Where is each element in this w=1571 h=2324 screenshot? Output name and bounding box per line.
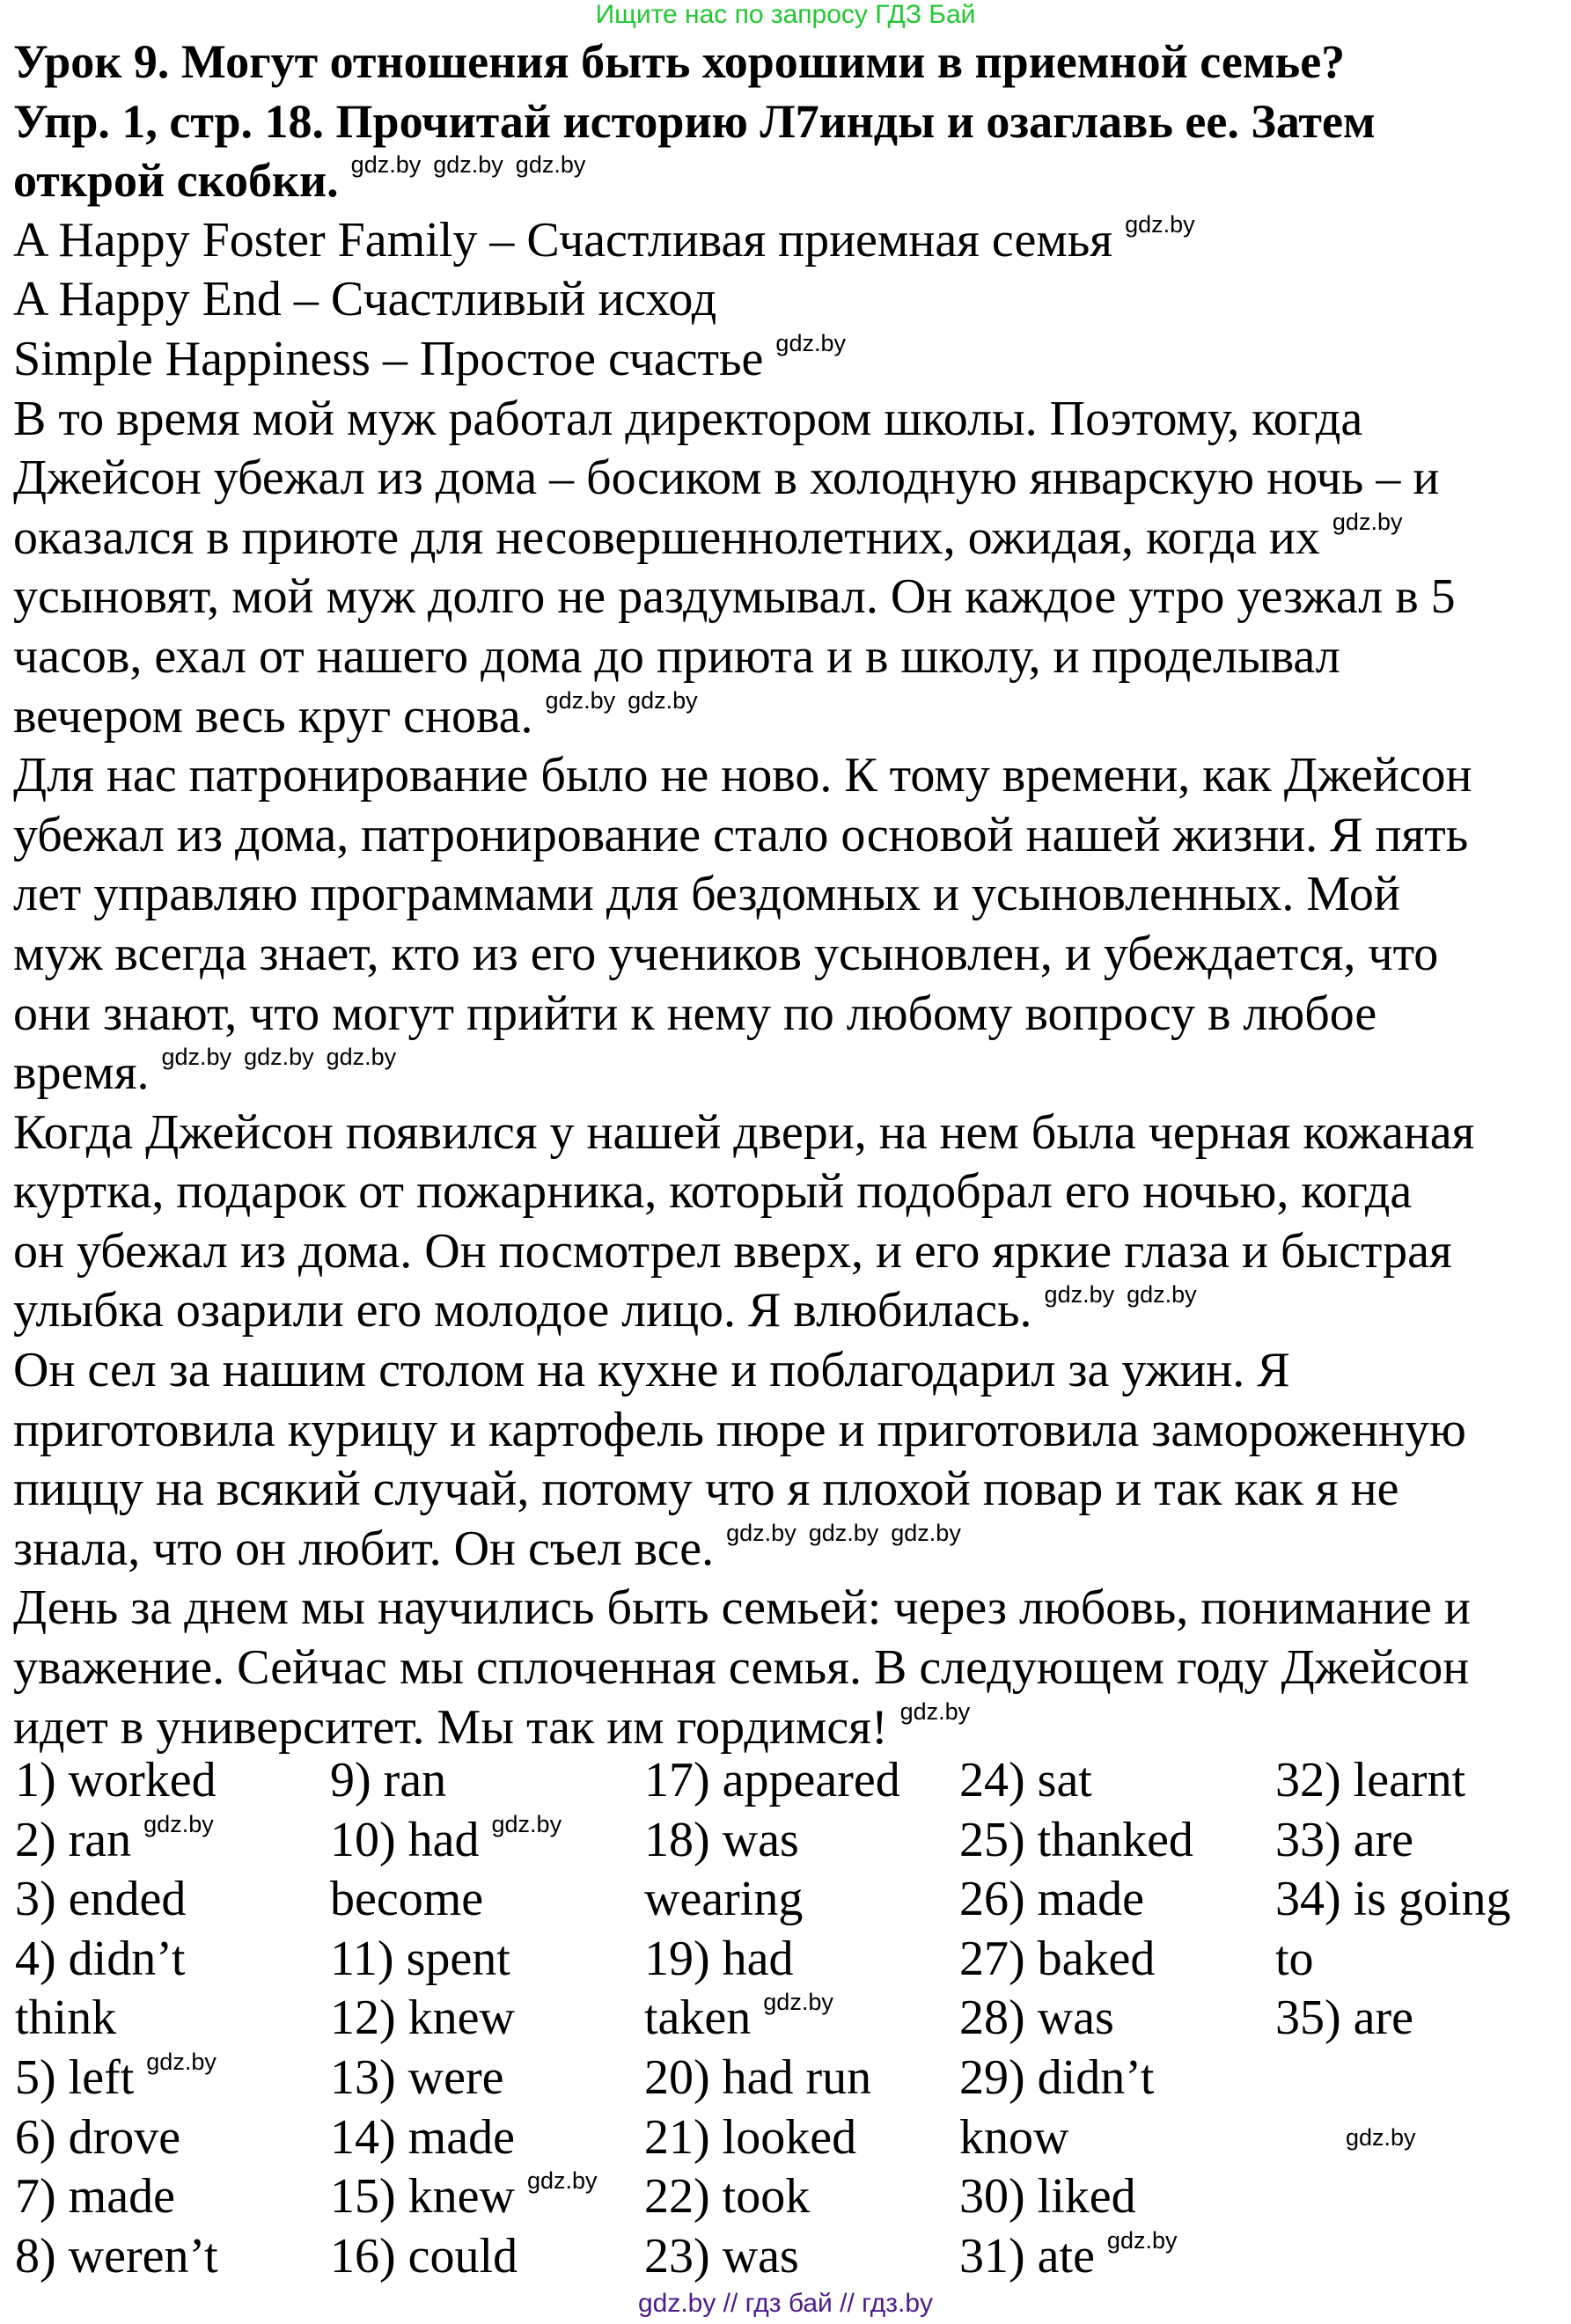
document-text	[13, 33, 1474, 1757]
text-line-content: пиццу на всякий случай, потому что я плохой повар и так как я не	[13, 1462, 1399, 1517]
answer-text: 26) made	[959, 1872, 1144, 1927]
answer-item	[330, 2049, 598, 2108]
answer-text: 17) appeared	[644, 1753, 900, 1807]
answer-item	[644, 2108, 900, 2168]
answer-text: 1) worked	[15, 1753, 217, 1807]
text-line	[13, 1222, 1474, 1282]
text-line	[13, 509, 1474, 568]
text-line-content: оказался в приюте для несовершеннолетних, ожидая, когда их	[13, 510, 1320, 565]
answer-item	[330, 1751, 598, 1811]
text-line	[13, 746, 1474, 806]
answer-text: 14) made	[330, 2109, 515, 2165]
search-hint-banner: Ищите нас по запросу ГДЗ Бай	[595, 0, 976, 29]
answer-text: 3) ended	[15, 1872, 187, 1927]
text-line-content: усыновят, мой муж долго не раздумывал. Он каждое утро уезжал в 5	[13, 569, 1456, 625]
answer-item	[15, 1751, 218, 1811]
answer-text: 8) weren’t	[15, 2228, 218, 2284]
gdz-watermark: gdz.by	[1044, 1281, 1115, 1309]
answer-text: 33) are	[1275, 1812, 1414, 1867]
answer-text: 19) had	[644, 1931, 794, 1986]
gdz-watermark: gdz.by	[515, 151, 586, 179]
story-text	[13, 211, 1474, 1757]
text-line-content: они знают, что могут прийти к нему по любому вопросу в любое	[13, 986, 1377, 1041]
answer-item	[1275, 1870, 1511, 1930]
text-line	[13, 1162, 1474, 1222]
text-line	[13, 1460, 1474, 1520]
answer-text: 23) was	[644, 2228, 799, 2284]
answers-column	[15, 1751, 218, 2286]
answer-item	[959, 1870, 1193, 1930]
text-line-content: улыбка озарили его молодое лицо. Я влюбилась.	[13, 1283, 1032, 1338]
text-line	[13, 687, 1474, 747]
answer-item	[959, 1930, 1193, 1990]
answer-text: 7) made	[15, 2169, 175, 2225]
text-line	[13, 1281, 1474, 1341]
text-line-content: В то время мой муж работал директором школы. Поэтому, когда	[13, 391, 1363, 446]
answer-text: 13) were	[330, 2049, 504, 2105]
exercise-title-cont	[13, 151, 1474, 211]
gdz-watermark: gdz.by	[628, 686, 698, 714]
text-line-content: куртка, подарок от пожарника, который подобрал его ночью, когда	[13, 1164, 1413, 1220]
answer-item	[644, 1930, 900, 1990]
text-line	[13, 270, 1474, 330]
text-line	[13, 1103, 1474, 1163]
answer-text: 9) ran	[330, 1753, 447, 1807]
answer-item	[15, 2167, 218, 2227]
gdz-watermark: gdz.by	[146, 2048, 217, 2075]
answer-item	[1275, 1751, 1511, 1811]
gdz-watermark: gdz.by	[161, 1044, 232, 1071]
lesson-title	[13, 33, 1474, 92]
answer-text: 24) sat	[959, 1753, 1092, 1807]
gdz-watermark: gdz.by	[326, 1044, 397, 1071]
answer-item	[330, 2167, 598, 2227]
answers-column	[644, 1751, 900, 2286]
gdz-watermark: gdz.by	[526, 2167, 598, 2195]
answer-item	[959, 2227, 1193, 2287]
text-line	[13, 1401, 1474, 1461]
answer-item	[15, 1870, 218, 1930]
answer-item	[1275, 1989, 1511, 2049]
text-line	[13, 925, 1474, 985]
answer-item	[644, 1811, 900, 1871]
answer-item	[644, 2227, 900, 2287]
text-line	[13, 211, 1474, 271]
answer-item	[15, 1989, 218, 2049]
text-line	[13, 865, 1474, 925]
answer-text: taken	[644, 1990, 752, 2046]
answer-text: 12) knew	[330, 1990, 515, 2046]
footer-watermark: gdz.by // гдз бай // гдз.by	[637, 2289, 934, 2318]
text-line	[13, 627, 1474, 687]
gdz-watermark: gdz.by	[433, 151, 503, 179]
answer-item	[330, 1989, 598, 2049]
answer-item	[15, 2227, 218, 2287]
answer-text: 15) knew	[330, 2169, 515, 2225]
answer-item	[330, 2227, 598, 2287]
answer-item	[959, 2049, 1193, 2108]
answer-text: 2) ran	[15, 1812, 132, 1867]
gdz-watermark: gdz.by	[763, 1989, 833, 2016]
answer-item	[15, 2108, 218, 2168]
text-line-content: Simple Happiness – Простое счастье	[13, 331, 764, 386]
answer-text: 27) baked	[959, 1931, 1156, 1986]
text-line	[13, 1639, 1474, 1698]
exercise-title-text: Упр. 1, стр. 18. Прочитай историю Л7инды и озаглавь ее. Затем	[13, 94, 1376, 148]
text-line-content: муж всегда знает, кто из его учеников усыновлен, и убеждается, что	[13, 926, 1439, 981]
answer-text: 28) was	[959, 1990, 1114, 2046]
gdz-watermark: gdz.by	[1332, 508, 1403, 535]
lesson-title-text: Урок 9. Могут отношения быть хорошими в приемной семье?	[13, 35, 1346, 88]
gdz-watermark: gdz.by	[1106, 2226, 1178, 2254]
answer-text: 6) drove	[15, 2109, 181, 2165]
text-line-content: идет в университет. Мы так им гордимся!	[13, 1699, 888, 1755]
answer-item	[959, 1811, 1193, 1871]
text-line	[13, 985, 1474, 1045]
text-line	[13, 806, 1474, 866]
text-line-content: Он сел за нашим столом на кухне и поблагодарил за ужин. Я	[13, 1343, 1290, 1398]
answer-item	[330, 1870, 598, 1930]
gdz-watermark: gdz.by	[350, 151, 422, 179]
answer-text: 30) liked	[959, 2169, 1136, 2225]
text-line-content: Когда Джейсон появился у нашей двери, на нем была черная кожаная	[13, 1104, 1475, 1160]
text-line-content: убежал из дома, патронирование стало основой нашей жизни. Я пять	[13, 807, 1469, 862]
text-line-content: знала, что он любит. Он съел все.	[13, 1521, 715, 1576]
answer-text: 21) looked	[644, 2109, 857, 2165]
answer-item	[644, 2167, 900, 2227]
answer-item	[330, 1811, 598, 1871]
text-line	[13, 1520, 1474, 1580]
gdz-watermark: gdz.by	[143, 1810, 214, 1837]
answer-item	[959, 1989, 1193, 2049]
gdz-watermark: gdz.by	[491, 1810, 562, 1837]
answer-item	[15, 2049, 218, 2108]
gdz-watermark: gdz.by	[1127, 1281, 1197, 1309]
text-line	[13, 330, 1474, 390]
gdz-watermark: gdz.by	[891, 1519, 961, 1546]
text-line-content: время.	[13, 1045, 150, 1101]
gdz-watermark: gdz.by	[1346, 2123, 1416, 2151]
answer-text: 18) was	[644, 1812, 799, 1867]
answer-text: 10) had	[330, 1812, 480, 1867]
text-line-content: он убежал из дома. Он посмотрел вверх, и его яркие глаза и быстрая	[13, 1223, 1452, 1279]
text-line-content: День за днем мы научились быть семьей: через любовь, понимание и	[13, 1580, 1471, 1636]
text-line	[13, 1698, 1474, 1758]
answer-text: 20) had run	[644, 2049, 872, 2105]
gdz-watermark: gdz.by	[899, 1697, 971, 1725]
answer-item	[644, 1870, 900, 1930]
answers-column	[1275, 1751, 1511, 2151]
answer-item	[644, 1989, 900, 2049]
text-line	[13, 1044, 1474, 1103]
answer-text: 25) thanked	[959, 1812, 1193, 1867]
answer-item	[959, 2167, 1193, 2227]
text-line	[13, 390, 1474, 450]
answer-item	[330, 1930, 598, 1990]
answer-item	[959, 2108, 1193, 2168]
answer-item	[330, 2108, 598, 2168]
answer-item	[1275, 1930, 1511, 1990]
exercise-title	[13, 92, 1474, 152]
answer-item	[644, 2049, 900, 2108]
text-line-content: Джейсон убежал из дома – босиком в холодную январскую ночь – и	[13, 451, 1440, 506]
text-line	[13, 1341, 1474, 1401]
answer-item	[15, 1930, 218, 1990]
answer-text: know	[959, 2109, 1069, 2165]
answer-text: 11) spent	[330, 1931, 510, 1986]
text-line-content: приготовила курицу и картофель пюре и приготовила замороженную	[13, 1402, 1466, 1457]
text-line-content: вечером весь круг снова.	[13, 688, 533, 744]
text-line-content: Для нас патронирование было не ново. К тому времени, как Джейсон	[13, 748, 1472, 803]
answer-text: 34) is going	[1275, 1872, 1511, 1927]
gdz-watermark: gdz.by	[1125, 210, 1195, 238]
answer-text: 31) ate	[959, 2228, 1095, 2284]
gdz-watermark: gdz.by	[545, 686, 616, 714]
answer-item	[959, 1751, 1193, 1811]
text-line-content: лет управляю программами для бездомных и усыновленных. Мой	[13, 867, 1400, 922]
answer-text: 32) learnt	[1275, 1753, 1466, 1807]
answer-item	[1275, 1811, 1511, 1871]
answers-column	[330, 1751, 598, 2286]
answer-text: 5) left	[15, 2049, 135, 2105]
answer-text: 22) took	[644, 2169, 811, 2225]
answer-item	[15, 1811, 218, 1871]
gdz-watermark: gdz.by	[808, 1519, 879, 1546]
answer-text: to	[1275, 1931, 1314, 1986]
answer-text: 35) are	[1275, 1990, 1414, 2046]
text-line	[13, 568, 1474, 627]
answer-text: 16) could	[330, 2228, 518, 2284]
gdz-watermark: gdz.by	[726, 1519, 797, 1546]
text-line	[13, 449, 1474, 509]
gdz-watermark: gdz.by	[775, 329, 846, 356]
answer-text: 29) didn’t	[959, 2049, 1155, 2105]
text-line-content: часов, ехал от нашего дома до приюта и в школу, и проделывал	[13, 628, 1340, 684]
answer-text: 4) didn’t	[15, 1931, 186, 1986]
text-line-content: A Happy Foster Family – Счастливая приемная семья	[13, 212, 1113, 268]
exercise-title-cont-text: открой скобки.	[13, 154, 339, 208]
answer-item	[644, 1751, 900, 1811]
answer-text: wearing	[644, 1872, 804, 1927]
answer-text: think	[15, 1990, 117, 2046]
text-line-content: A Happy End – Счастливый исход	[13, 272, 717, 327]
text-line-content: уважение. Сейчас мы сплоченная семья. В следующем году Джейсон	[13, 1640, 1470, 1696]
gdz-watermark: gdz.by	[244, 1044, 314, 1071]
answer-text: become	[330, 1872, 484, 1927]
text-line	[13, 1579, 1474, 1639]
answers-column	[959, 1751, 1193, 2286]
